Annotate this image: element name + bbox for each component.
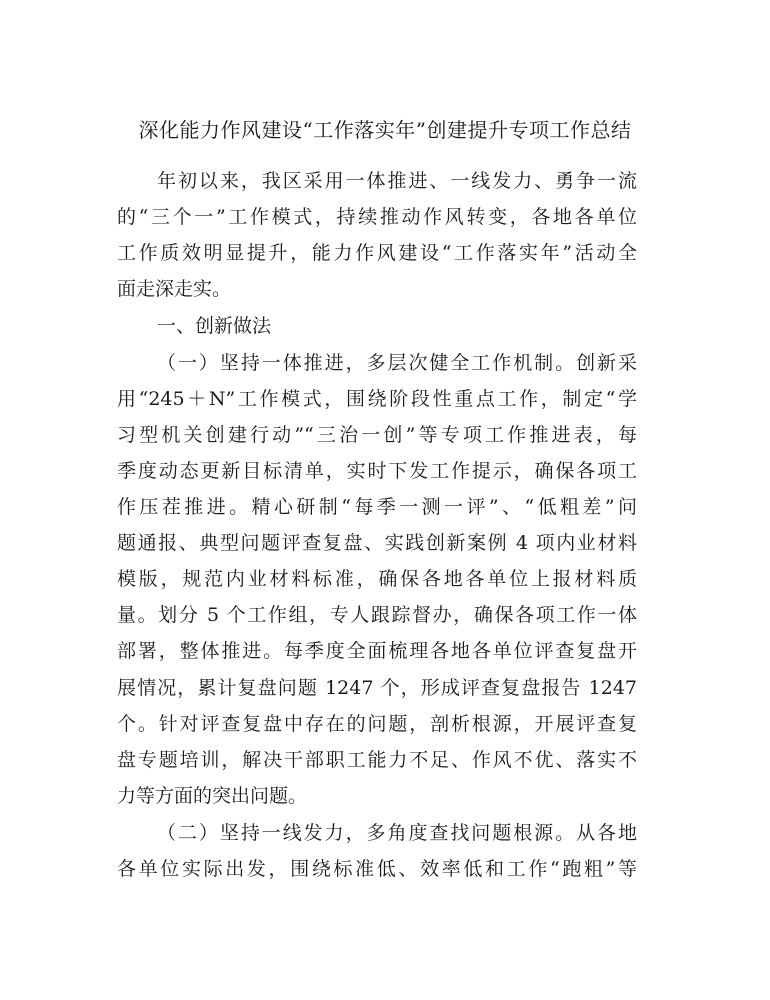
paragraph-line: 年初以来，我区采用一体推进、一线发力、勇争一流 — [157, 170, 637, 192]
paragraph-line: 习型机关创建行动”“三治一创”等专项工作推进表，每 — [117, 424, 637, 446]
paragraph-line: 的“三个一”工作模式，持续推动作风转变，各地各单位 — [117, 206, 637, 228]
paragraph-line: 用“245＋N”工作模式，围绕阶段性重点工作，制定“学 — [117, 388, 637, 410]
paragraph-line: 题通报、典型问题评查复盘、实践创新案例 4 项内业材料 — [117, 532, 637, 554]
paragraph-line: 各单位实际出发，围绕标准低、效率低和工作“跑粗”等 — [117, 858, 637, 880]
paragraph-line: 面走深走实。 — [117, 278, 232, 300]
paragraph-line: （二）坚持一线发力，多角度查找问题根源。从各地 — [157, 822, 637, 844]
paragraph-line: （一）坚持一体推进，多层次健全工作机制。创新采 — [157, 352, 637, 374]
paragraph-line: 盘专题培训，解决干部职工能力不足、作风不优、落实不 — [117, 749, 637, 771]
document-title: 深化能力作风建设“工作落实年”创建提升专项工作总结 — [138, 118, 632, 142]
paragraph-line: 力等方面的突出问题。 — [117, 785, 308, 807]
paragraph-line: 个。针对评查复盘中存在的问题，剖析根源，开展评查复 — [117, 713, 637, 735]
paragraph-line: 部署，整体推进。每季度全面梳理各地各单位评查复盘开 — [117, 640, 637, 662]
paragraph-line: 工作质效明显提升，能力作风建设“工作落实年”活动全 — [117, 242, 637, 264]
paragraph-line: 展情况，累计复盘问题 1247 个，形成评查复盘报告 1247 — [117, 677, 637, 699]
paragraph-line: 模版，规范内业材料标准，确保各地各单位上报材料质 — [117, 568, 637, 590]
paragraph-line: 季度动态更新目标清单，实时下发工作提示，确保各项工 — [117, 460, 637, 482]
paragraph-line: 作压茬推进。精心研制“每季一测一评”、“低粗差”问 — [117, 496, 637, 518]
paragraph-line: 量。划分 5 个工作组，专人跟踪督办，确保各项工作一体 — [117, 604, 637, 626]
section-heading: 一、创新做法 — [157, 315, 272, 337]
